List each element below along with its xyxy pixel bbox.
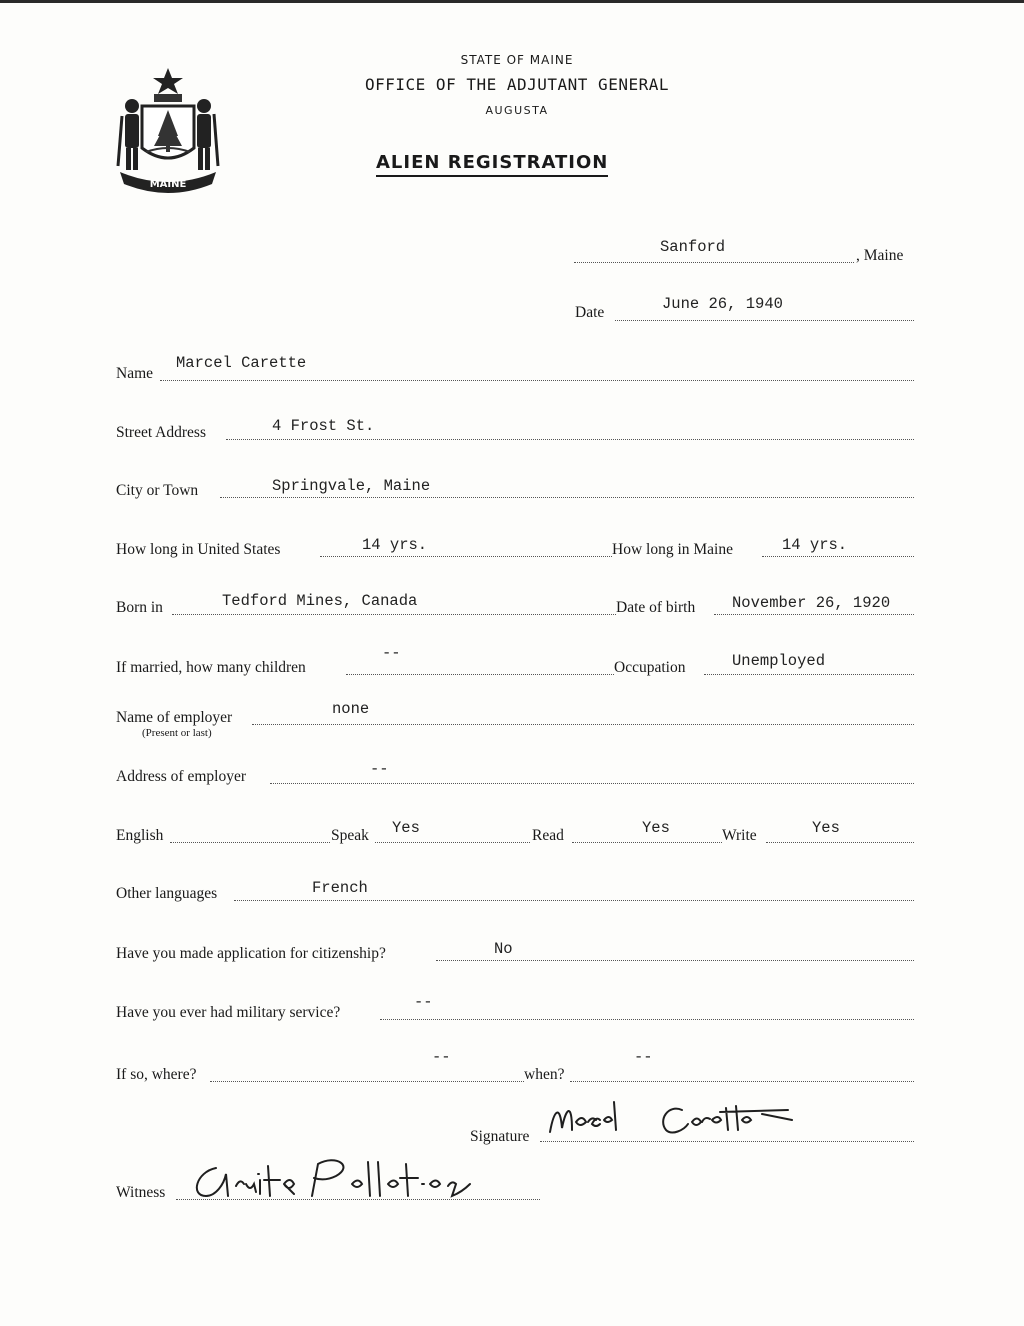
name-value: Marcel Carette — [176, 354, 307, 372]
dob-line — [714, 614, 914, 615]
header-office: OFFICE OF THE ADJUTANT GENERAL — [365, 75, 669, 94]
name-label: Name — [116, 365, 154, 382]
write-value: Yes — [812, 819, 840, 837]
military-label: Have you ever had military service? — [116, 1004, 341, 1021]
read-line — [572, 842, 722, 843]
speak-value: Yes — [392, 819, 420, 837]
read-value: Yes — [642, 819, 670, 837]
citizenship-line — [436, 960, 914, 961]
town-value: Sanford — [660, 238, 726, 256]
how-long-maine-value: 14 yrs. — [782, 536, 848, 554]
employer-name-line — [252, 724, 914, 725]
employer-address-label: Address of employer — [116, 768, 246, 785]
military-line — [380, 1019, 914, 1020]
how-long-maine-line — [762, 556, 914, 557]
witness-label: Witness — [116, 1184, 166, 1201]
how-long-us-label: How long in United States — [116, 541, 281, 558]
street-address-label: Street Address — [116, 424, 206, 441]
occupation-value: Unemployed — [732, 652, 826, 670]
other-languages-line — [234, 900, 914, 901]
write-label: Write — [722, 827, 757, 844]
children-value: -- — [382, 644, 401, 662]
when-value: -- — [634, 1048, 653, 1066]
how-long-us-value: 14 yrs. — [362, 536, 428, 554]
street-address-value: 4 Frost St. — [272, 417, 375, 435]
witness-handwriting — [186, 1150, 476, 1210]
write-line — [766, 842, 914, 843]
employer-name-label: Name of employer — [116, 709, 233, 726]
city-value: Springvale, Maine — [272, 477, 431, 495]
street-address-line — [226, 439, 914, 440]
how-long-maine-label: How long in Maine — [612, 541, 733, 558]
when-line — [570, 1081, 914, 1082]
when-label: when? — [524, 1066, 565, 1083]
date-label: Date — [575, 304, 605, 321]
other-languages-value: French — [312, 879, 368, 897]
english-label: English — [116, 827, 164, 844]
header-state: STATE OF MAINE — [460, 53, 574, 67]
city-line — [220, 497, 914, 498]
town-line — [574, 262, 854, 263]
read-label: Read — [532, 827, 564, 844]
date-value: June 26, 1940 — [662, 295, 783, 313]
speak-label: Speak — [331, 827, 369, 844]
born-in-value: Tedford Mines, Canada — [222, 592, 418, 610]
employer-name-value: none — [332, 700, 370, 718]
employer-address-line — [270, 783, 914, 784]
name-line — [160, 380, 914, 381]
employer-address-value: -- — [370, 760, 389, 778]
how-long-us-line — [320, 556, 612, 557]
town-suffix: , Maine — [856, 247, 904, 264]
other-languages-label: Other languages — [116, 885, 218, 902]
occupation-label: Occupation — [614, 659, 686, 676]
date-line — [615, 320, 914, 321]
born-in-label: Born in — [116, 599, 163, 616]
employer-name-sublabel: (Present or last) — [142, 727, 212, 739]
city-label: City or Town — [116, 482, 199, 499]
occupation-line — [704, 674, 914, 675]
dob-value: November 26, 1920 — [732, 594, 891, 612]
where-line — [210, 1081, 524, 1082]
form-title: ALIEN REGISTRATION — [376, 152, 608, 177]
speak-line — [375, 842, 530, 843]
military-value: -- — [414, 993, 433, 1011]
citizenship-label: Have you made application for citizenship? — [116, 945, 386, 962]
children-label: If married, how many children — [116, 659, 306, 676]
born-in-line — [172, 614, 616, 615]
where-label: If so, where? — [116, 1066, 197, 1083]
where-value: -- — [432, 1048, 451, 1066]
citizenship-value: No — [494, 940, 513, 958]
seal-motto: MAINE — [149, 179, 187, 190]
signature-handwriting — [542, 1090, 802, 1150]
header-city: AUGUSTA — [485, 104, 549, 117]
signature-label: Signature — [470, 1128, 530, 1145]
english-line — [170, 842, 330, 843]
dob-label: Date of birth — [616, 599, 696, 616]
children-line — [346, 674, 614, 675]
